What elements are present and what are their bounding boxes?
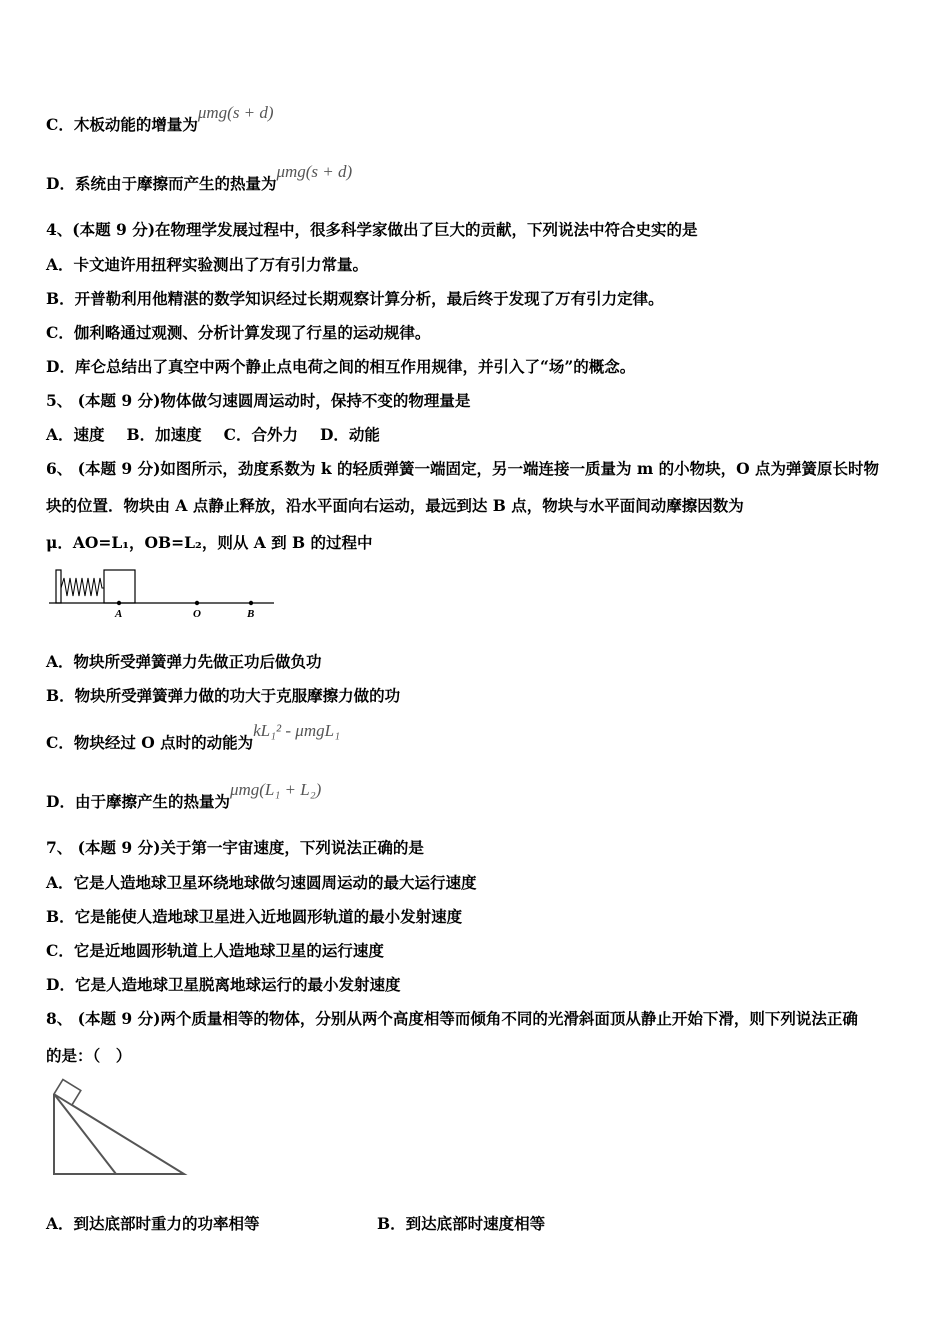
q6-option-a: A．物块所受弹簧弹力先做正功后做负功 [46,652,322,671]
q5-option-d: D．动能 [319,425,380,444]
q7-option-d: D．它是人造地球卫星脱离地球运行的最小发射速度 [46,975,401,994]
q3-option-c-text: C．木板动能的增量为 [46,115,198,134]
q6-option-c-formula: kL₁² - μmgL₁ [253,721,340,740]
q3-option-d [46,162,353,194]
q6-option-d [46,780,322,812]
q5-stem: 5、 (本题 9 分)物体做匀速圆周运动时，保持不变的物理量是 [46,391,471,410]
q8-options [46,1214,545,1234]
q3-option-d-text: D．系统由于摩擦而产生的热量为 [46,174,277,193]
q5-options [46,425,380,445]
incline-figure [46,1078,191,1178]
q8-option-b: B．到达底部时速度相等 [377,1214,546,1233]
q6-option-d-text: D．由于摩擦产生的热量为 [46,792,230,811]
q8-stem-line1: 8、 (本题 9 分)两个质量相等的物体，分别从两个高度相等而倾角不同的光滑斜面顶从静止开始下滑，则下列说法正确 [46,1009,858,1028]
q5-option-b: B．加速度 [126,425,202,444]
q4-option-c: C．伽利略通过观测、分析计算发现了行星的运动规律。 [46,323,431,342]
q7-option-c: C．它是近地圆形轨道上人造地球卫星的运行速度 [46,941,384,960]
q4-option-b: B．开普勒利用他精湛的数学知识经过长期观察计算分析，最后终于发现了万有引力定律。 [46,289,664,308]
q6-stem-line1: 6、 (本题 9 分)如图所示，劲度系数为 k 的轻质弹簧一端固定，另一端连接一质量为 m 的小物块，O 点为弹簧原长时物 [46,459,880,478]
figure-label-b: B [247,608,255,620]
figure-label-a: A [115,608,123,620]
q4-stem: 4、(本题 9 分)在物理学发展过程中，很多科学家做出了巨大的贡献，下列说法中符合史实的是 [46,220,698,239]
q4-option-a: A．卡文迪许用扭秤实验测出了万有引力常量。 [46,255,369,274]
q7-stem: 7、 (本题 9 分)关于第一宇宙速度，下列说法正确的是 [46,838,424,857]
spring-block-figure [46,564,278,622]
q5-option-c: C．合外力 [223,425,298,444]
q6-option-c-text: C．物块经过 O 点时的动能为 [46,733,254,752]
q7-option-a: A．它是人造地球卫星环绕地球做匀速圆周运动的最大运行速度 [46,873,477,892]
q6-option-d-formula: μmg(L₁ + L₂) [229,780,322,799]
q6-stem-line2: 块的位置．物块由 A 点静止释放，沿水平面向右运动，最远到达 B 点，物块与水平面间动摩擦因数为 [46,496,744,515]
q5-option-a: A．速度 [46,425,105,444]
q3-option-c [46,103,274,135]
q7-option-b: B．它是能使人造地球卫星进入近地圆形轨道的最小发射速度 [46,907,463,926]
q6-option-b: B．物块所受弹簧弹力做的功大于克服摩擦力做的功 [46,686,401,705]
q6-stem-line3: μ．AO=L₁，OB=L₂，则从 A 到 B 的过程中 [46,533,373,552]
q6-option-c [46,721,340,753]
figure-label-o: O [193,608,201,620]
q3-option-d-formula: μmg(s + d) [276,162,353,181]
q4-option-d: D．库仑总结出了真空中两个静止点电荷之间的相互作用规律，并引入了“场”的概念。 [46,357,636,376]
q8-stem-line2: 的是：（ ） [46,1046,132,1065]
q3-option-c-formula: μmg(s + d) [197,103,274,122]
q8-option-a: A．到达底部时重力的功率相等 [46,1214,260,1233]
